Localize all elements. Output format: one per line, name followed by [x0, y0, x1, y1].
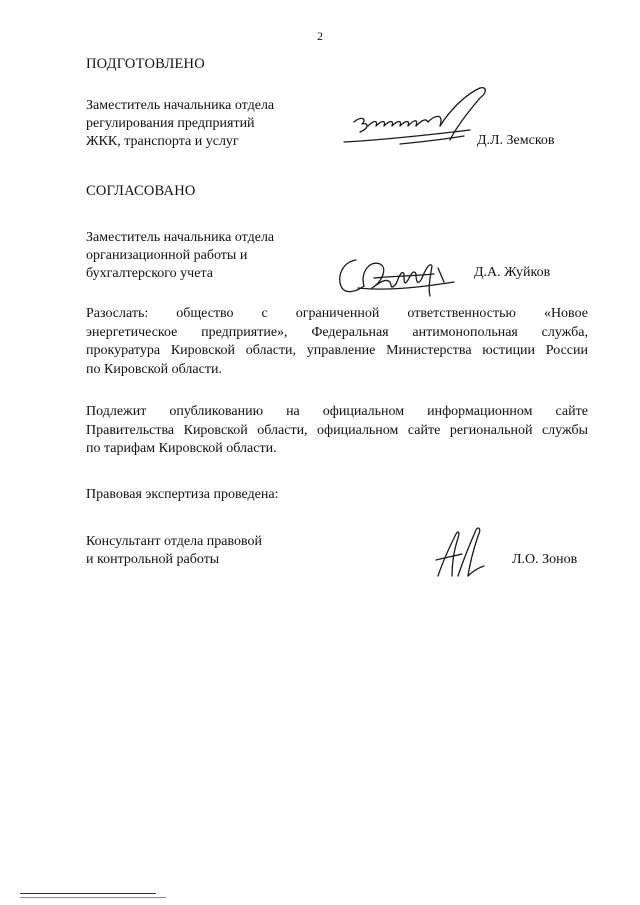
agreed-position-line: бухгалтерского учета — [86, 266, 213, 281]
distribution-word: с — [261, 306, 268, 321]
legal-review-signer-name: Л.О. Зонов — [512, 552, 578, 567]
distribution-line: по Кировской области. — [86, 361, 222, 377]
distribution-word: «Новое — [543, 306, 588, 321]
publication-word: Подлежит — [86, 404, 147, 419]
publication-word: информационном — [427, 404, 533, 419]
distribution-word: антимонопольная — [412, 324, 518, 340]
distribution-word: энергетическое — [86, 324, 178, 340]
legal-review-statement: Правовая экспертиза проведена: — [86, 487, 279, 502]
prepared-position-line: регулирования предприятий — [86, 116, 255, 131]
agreed-position — [86, 229, 274, 283]
agreed-signature — [334, 252, 464, 302]
publication-word: на — [286, 404, 300, 419]
distribution-word: ограниченной — [295, 306, 380, 321]
distribution-line: прокуратура Кировской области, управление Министерства юстиции России — [86, 343, 588, 358]
distribution-word: Разослать: — [86, 306, 149, 321]
legal-review-position-line: и контрольной работы — [86, 552, 220, 567]
page-number: 2 — [317, 29, 323, 43]
footer-rule — [20, 897, 166, 898]
agreed-position-line: организационной работы и — [86, 248, 248, 263]
publication-word: сайте — [555, 404, 588, 419]
publication-word: опубликованию — [169, 404, 264, 419]
legal-review-signature — [428, 520, 498, 584]
legal-review-position — [86, 533, 262, 569]
distribution-word: служба, — [541, 324, 588, 340]
distribution-paragraph — [86, 305, 588, 379]
prepared-position — [86, 97, 274, 151]
legal-review-position-line: Консультант отдела правовой — [86, 534, 263, 549]
publication-word: официальном — [322, 404, 405, 419]
distribution-word: Федеральная — [311, 324, 389, 340]
distribution-line — [86, 305, 588, 324]
distribution-word: предприятие», — [201, 324, 288, 340]
footer-rule — [20, 893, 156, 894]
agreed-position-line: Заместитель начальника отдела — [86, 230, 275, 245]
publication-line: Правительства Кировской области, официальном сайте региональной службы — [86, 422, 588, 438]
distribution-line — [86, 324, 588, 343]
prepared-heading: ПОДГОТОВЛЕНО — [86, 56, 205, 72]
publication-paragraph — [86, 403, 588, 459]
prepared-position-line: ЖКК, транспорта и услуг — [86, 134, 239, 149]
publication-line: по тарифам Кировской области. — [86, 441, 277, 456]
distribution-word: ответственностью — [407, 306, 516, 321]
prepared-signature — [340, 84, 500, 156]
prepared-position-line: Заместитель начальника отдела — [86, 98, 275, 113]
agreed-signer-name: Д.А. Жуйков — [474, 265, 551, 280]
distribution-word: общество — [176, 306, 234, 321]
prepared-signer-name: Д.Л. Земсков — [477, 133, 555, 148]
publication-line — [86, 403, 588, 422]
agreed-heading: СОГЛАСОВАНО — [86, 183, 196, 199]
